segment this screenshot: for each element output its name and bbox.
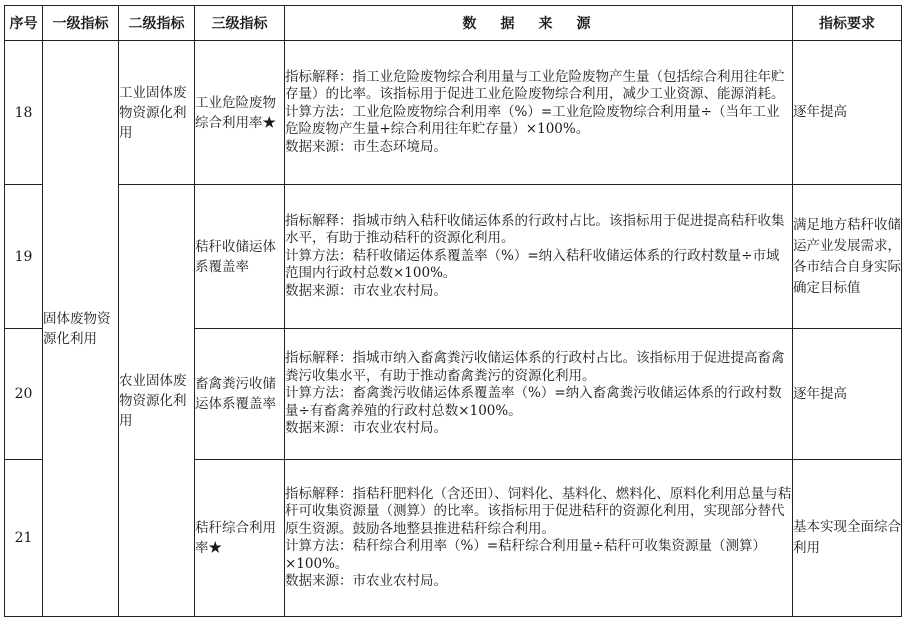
calculation-method: 计算方法：畜禽粪污收储运体系覆盖率（%）=纳入畜禽粪污收储运体系的行政村数量÷有畜禽养殖的行政村总数×100%。	[285, 385, 782, 419]
header-data-source: 数据来源	[285, 6, 793, 41]
indicator-definition: 指标解释：指城市纳入秸秆收储运体系的行政村占比。该指标用于促进提高秸秆收集水平，有助于推动秸秆的资源化利用。	[285, 212, 785, 247]
level2-indicator: 工业固体废物资源化利用	[119, 41, 195, 185]
table-row	[5, 41, 902, 185]
row-seq: 18	[5, 41, 43, 185]
data-source-cell	[285, 185, 793, 329]
indicator-definition: 指标解释：指工业危险废物综合利用量与工业危险废物产生量（包括综合利用往年贮存量）的比率。该指标用于促进工业危险废物综合利用，减少工业资源、能源消耗。	[285, 68, 785, 103]
level3-indicator: 秸秆收储运体系覆盖率	[195, 185, 285, 329]
row-seq: 19	[5, 185, 43, 329]
row-seq: 20	[5, 329, 43, 460]
table-row	[5, 185, 902, 329]
data-source-text: 数据来源：市农业农村局。	[285, 573, 447, 589]
data-source-cell	[285, 329, 793, 460]
requirement-cell: 逐年提高	[793, 41, 902, 185]
calculation-method: 计算方法：秸秆收储运体系覆盖率（%）=纳入秸秆收储运体系的行政村数量÷市域范围内行政村总数×100%。	[285, 247, 780, 282]
level3-indicator: 工业危险废物综合利用率★	[195, 41, 285, 185]
level3-indicator: 秸秆综合利用率★	[195, 460, 285, 617]
row-seq: 21	[5, 460, 43, 617]
level3-indicator: 畜禽粪污收储运体系覆盖率	[195, 329, 285, 460]
data-source-text: 数据来源：市农业农村局。	[285, 420, 447, 437]
header-level1: 一级指标	[43, 6, 119, 41]
level1-indicator: 固体废物资源化利用	[43, 41, 119, 617]
header-level3: 三级指标	[195, 6, 285, 41]
header-seq: 序号	[5, 6, 43, 41]
data-source-text: 数据来源：市农业农村局。	[285, 282, 447, 299]
indicator-definition: 指标解释：指城市纳入畜禽粪污收储运体系的行政村占比。该指标用于促进提高畜禽粪污收集水平，有助于推动畜禽粪污的资源化利用。	[285, 350, 785, 384]
data-source-cell	[285, 41, 793, 185]
header-requirement: 指标要求	[793, 6, 902, 41]
calculation-method: 计算方法：秸秆综合利用率（%）=秸秆综合利用量÷秸秆可收集资源量（测算）×100%。	[285, 538, 766, 572]
header-row	[5, 6, 902, 41]
requirement-cell: 逐年提高	[793, 329, 902, 460]
indicator-table	[4, 5, 902, 617]
requirement-cell: 基本实现全面综合利用	[793, 460, 902, 617]
requirement-cell: 满足地方秸秆收储运产业发展需求，各市结合自身实际确定目标值	[793, 185, 902, 329]
indicator-definition: 指标解释：指秸秆肥料化（含还田）、饲料化、基料化、燃料化、原料化利用总量与秸秆可收集资源量（测算）的比率。该指标用于促进秸秆的资源化利用，实现部分替代原生资源。鼓励各地整县推进秸秆综合利用。	[285, 485, 792, 537]
calculation-method: 计算方法：工业危险废物综合利用率（%）=工业危险废物综合利用量÷（当年工业危险废物产生量+综合利用往年贮存量）×100%。	[285, 103, 780, 138]
header-level2: 二级指标	[119, 6, 195, 41]
data-source-cell	[285, 460, 793, 617]
level2-indicator: 农业固体废物资源化利用	[119, 185, 195, 617]
data-source-text: 数据来源：市生态环境局。	[285, 138, 447, 155]
